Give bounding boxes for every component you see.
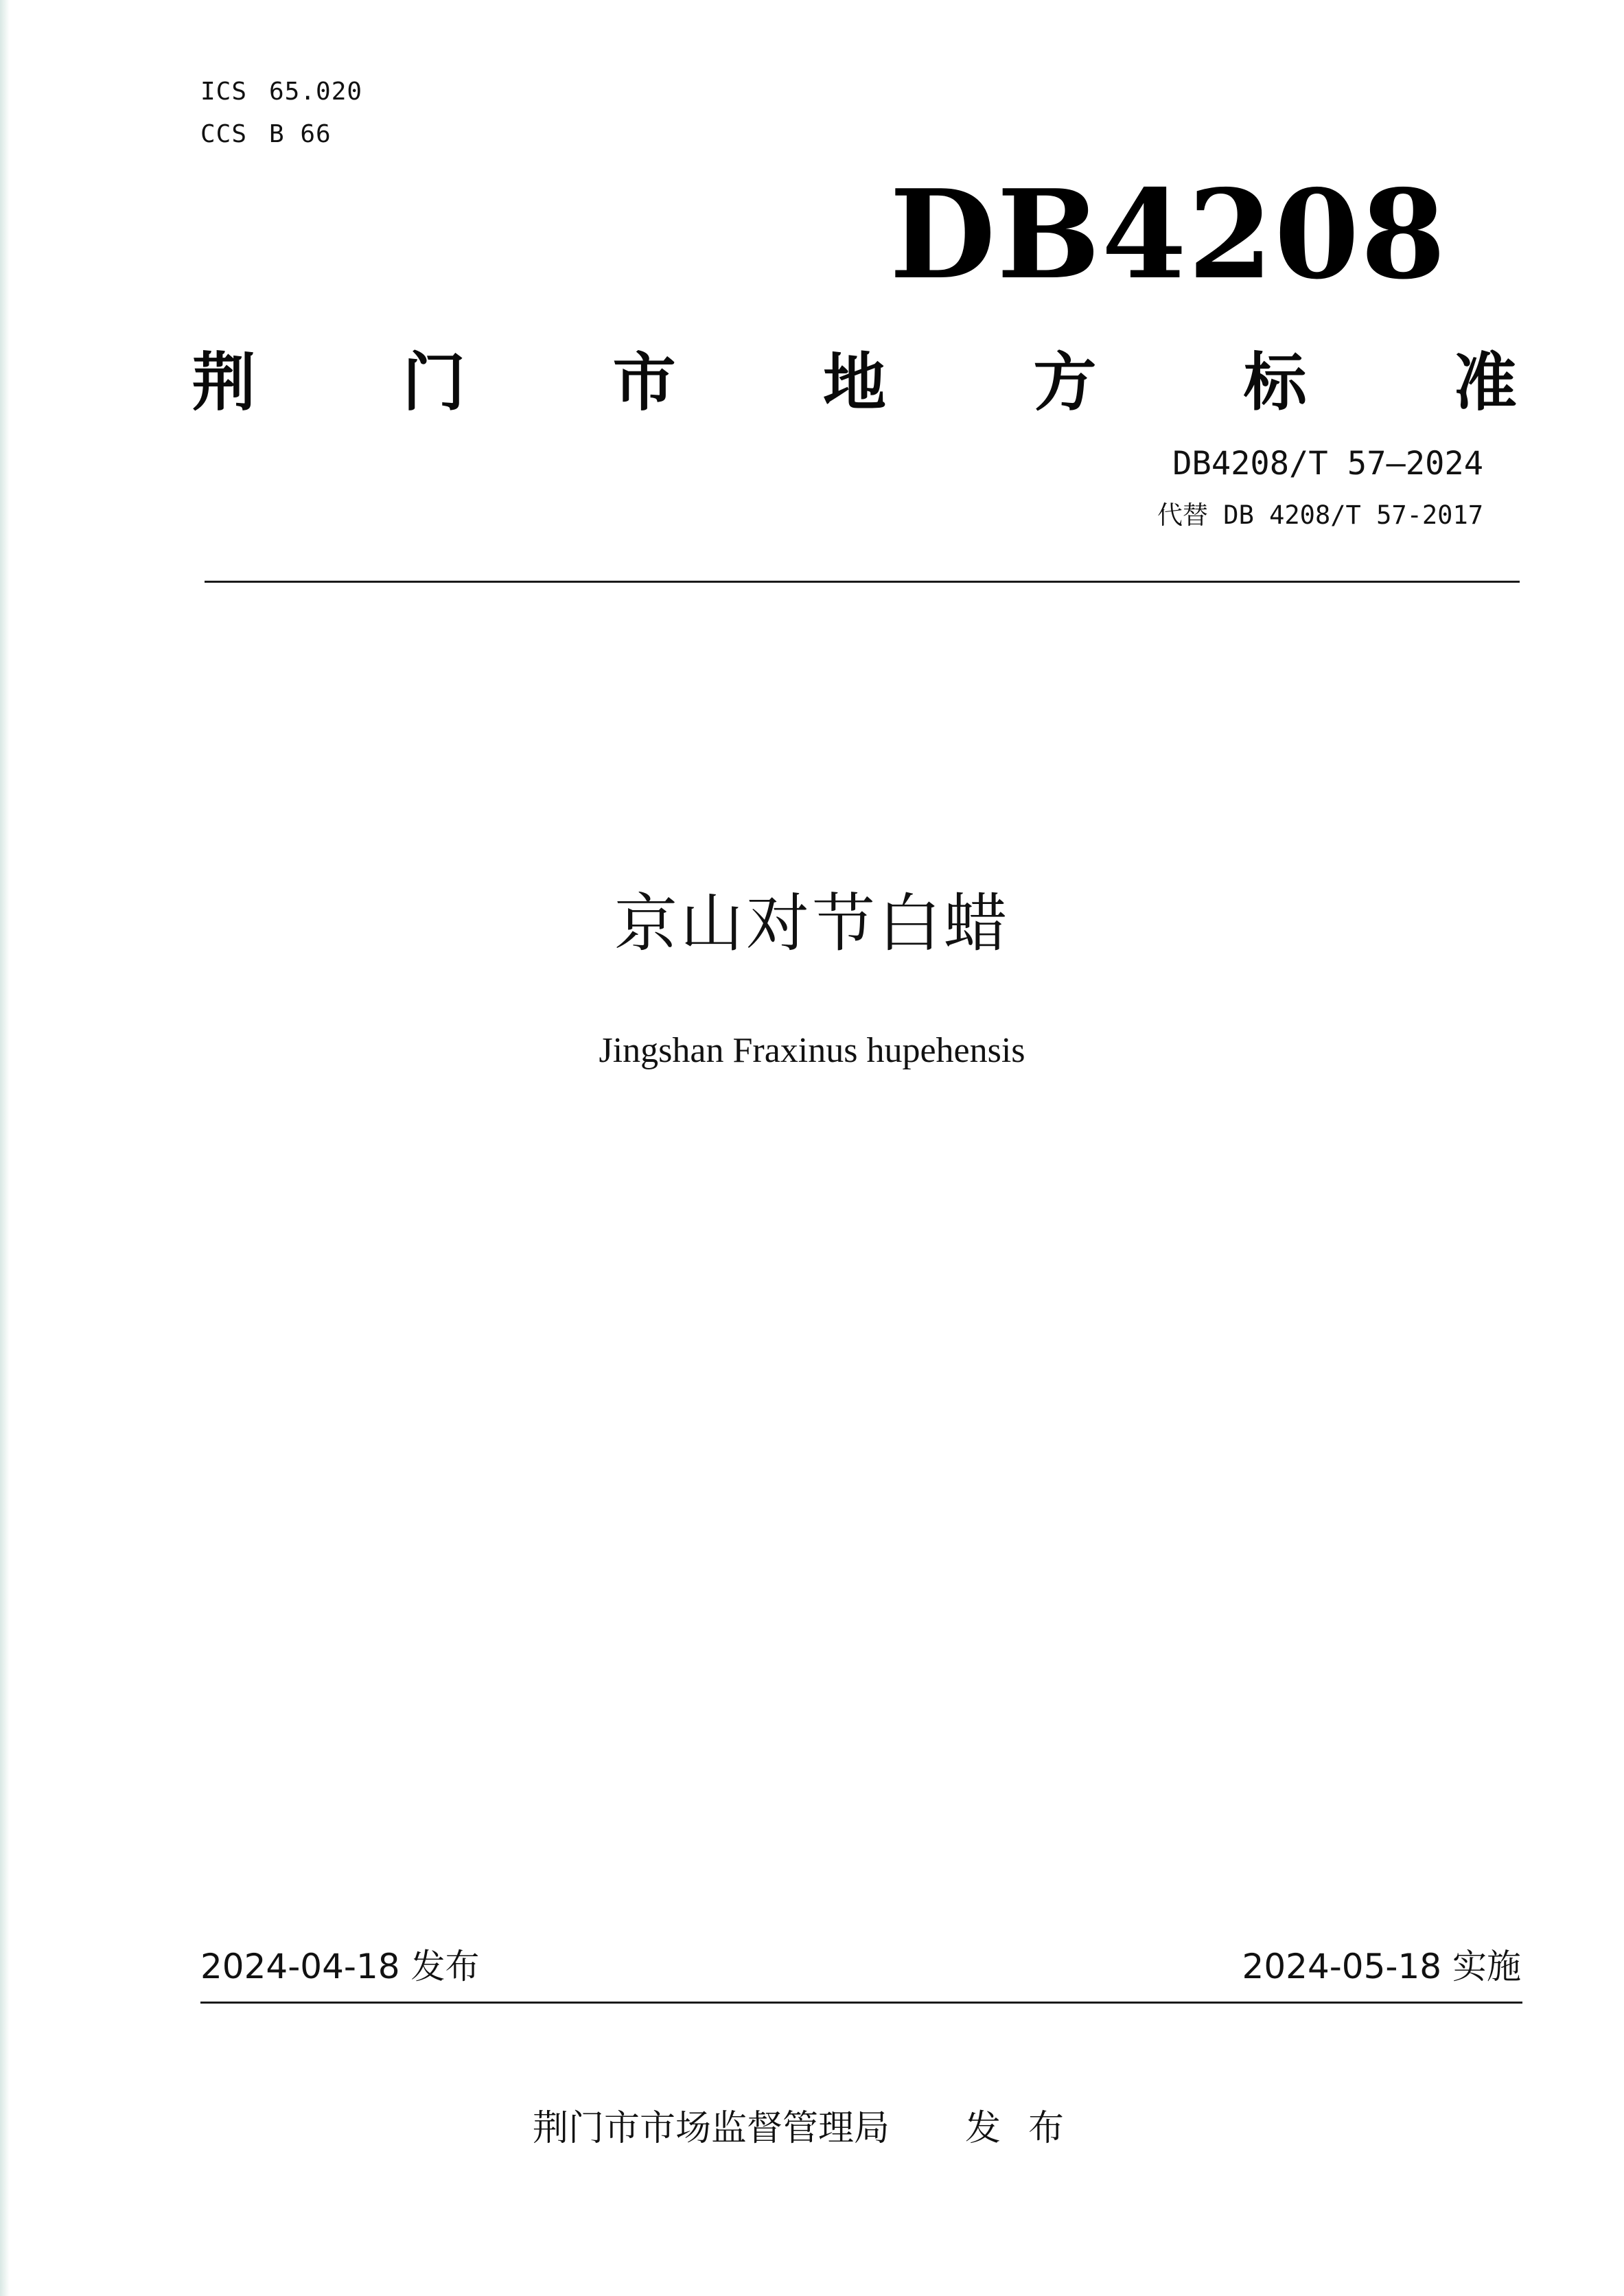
footer-divider [200,2002,1522,2004]
standard-number: DB4208/T 57—2024 [1172,445,1483,483]
title-char-3: 市 [612,346,676,419]
page-edge-tint [0,0,10,2296]
title-char-6: 标 [1243,346,1307,419]
document-title-chinese: 京山对节白蜡 [614,887,1010,960]
title-char-5: 方 [1033,346,1097,419]
replaces-standard: 代替 DB 4208/T 57-2017 [1157,500,1483,530]
issuer-name: 荆门市市场监督管理局 [532,2108,890,2149]
ics-label: ICS [200,78,248,106]
issuer-line [0,2108,1624,2149]
ccs-label: CCS [200,120,248,148]
document-title-english: Jingshan Fraxinus hupehensis [599,1031,1025,1070]
ics-value: 65.020 [269,78,363,106]
issuer-action: 发布 [965,2108,1092,2149]
title-char-2: 门 [402,346,466,419]
ccs-code [200,122,332,147]
standard-category-title [192,329,1517,426]
publish-date: 2024-04-18 发布 [200,1947,480,1986]
title-char-1: 荆 [192,346,256,419]
effective-date: 2024-05-18 实施 [1242,1947,1521,1986]
ics-code [200,80,362,104]
title-char-4: 地 [822,346,886,419]
title-char-7: 准 [1453,346,1517,419]
ccs-value: B 66 [269,120,332,148]
header-divider [205,581,1520,583]
standard-code-logo: DB4208 [890,163,1448,306]
